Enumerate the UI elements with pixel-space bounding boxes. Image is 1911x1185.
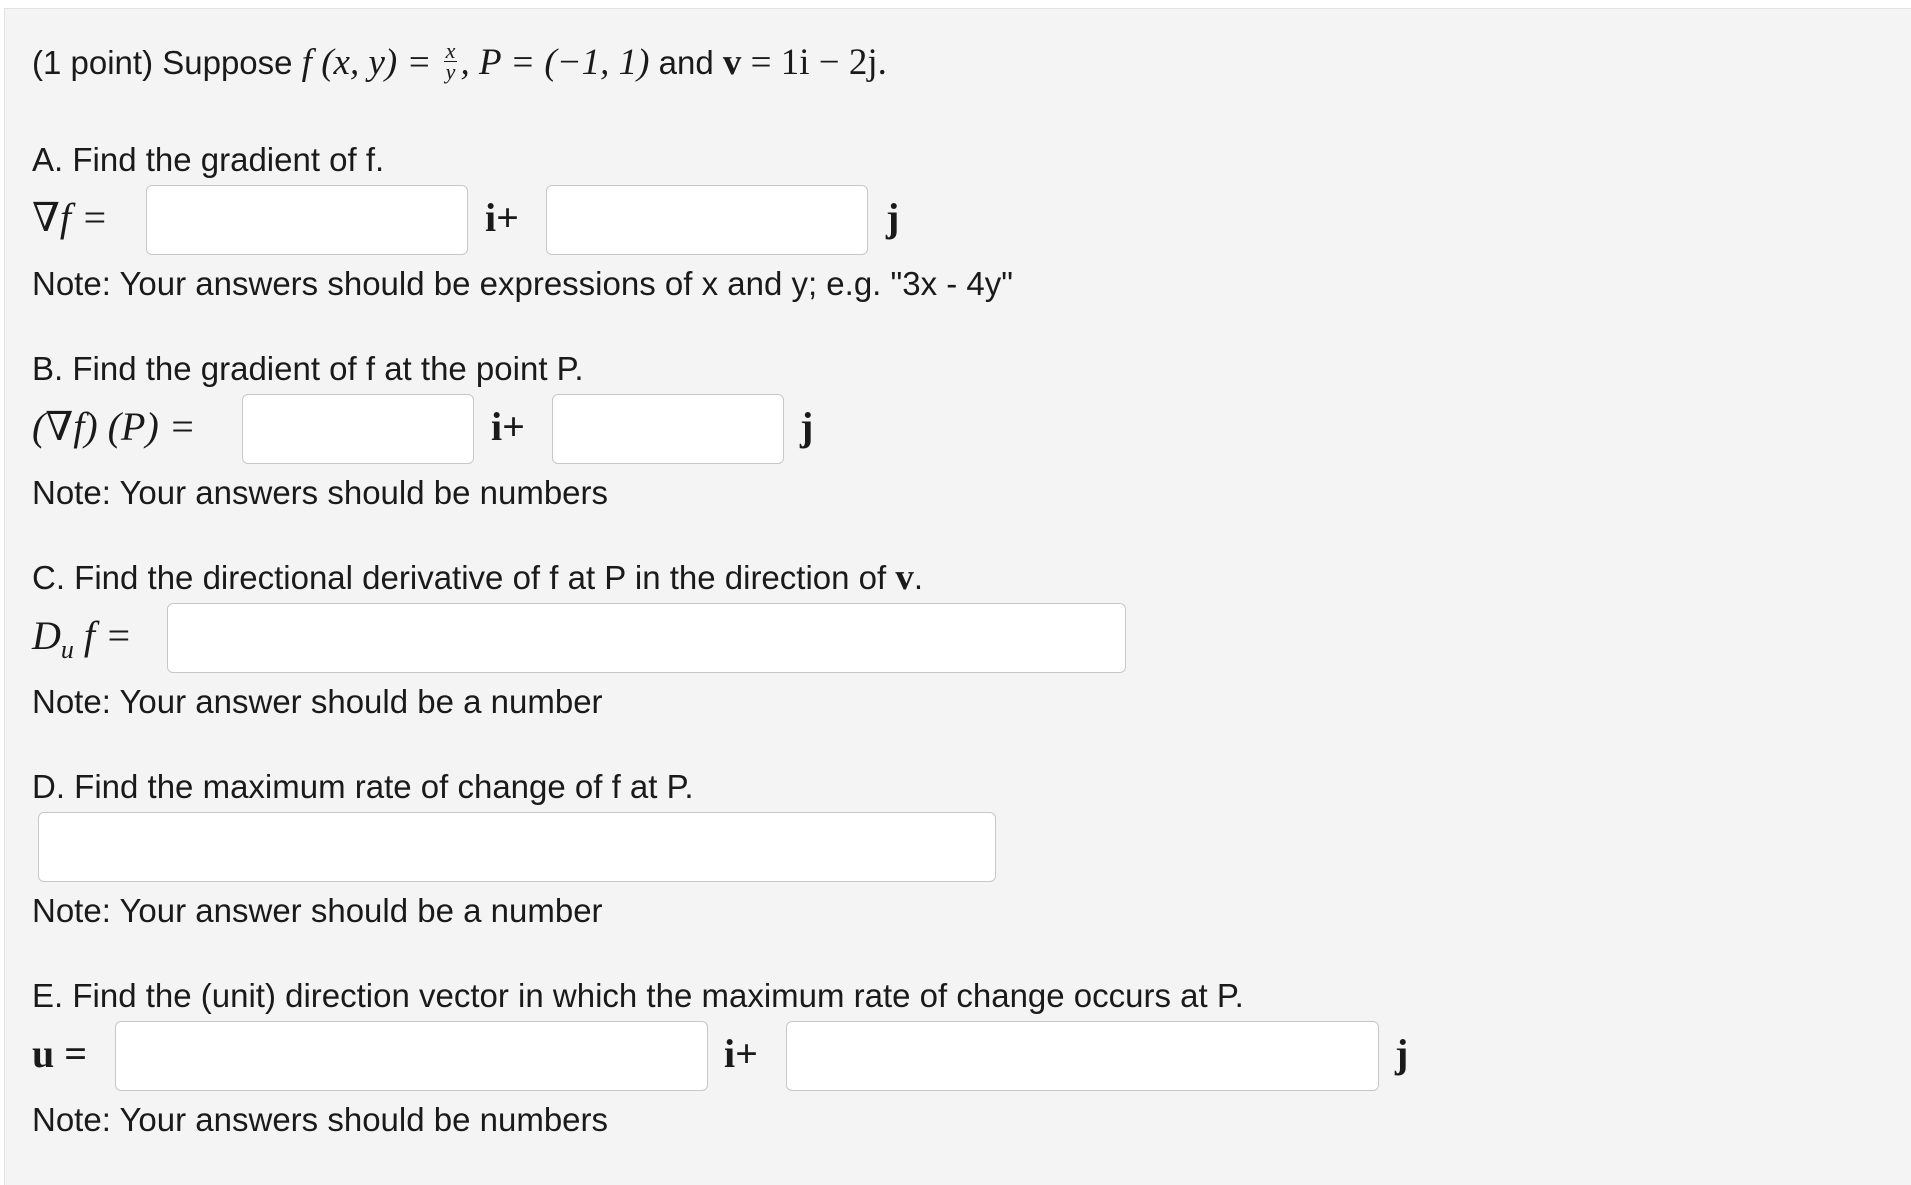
part-e-note: Note: Your answers should be numbers <box>32 1101 609 1138</box>
j-label: j <box>886 195 900 240</box>
part-e-title: E. Find the (unit) direction vector in which the maximum rate of change occurs at P. <box>32 977 1244 1014</box>
gradient-i-input[interactable] <box>146 185 468 255</box>
point-definition: , P = (−1, 1) <box>460 42 650 83</box>
part-b-title: B. Find the gradient of f at the point P. <box>32 350 584 387</box>
unit-vector-label: u = <box>32 1031 88 1076</box>
part-c-title: C. Find the directional derivative of f at P in the direction of v. <box>32 557 924 598</box>
directional-derivative-input[interactable] <box>167 603 1126 673</box>
directional-derivative-label: $D_u$ f = <box>32 613 132 664</box>
part-d-note: Note: Your answer should be a number <box>32 892 603 929</box>
i-plus-label: i+ <box>491 404 525 449</box>
gradient-at-p-i-input[interactable] <box>242 394 474 464</box>
unit-vector-i-input[interactable] <box>115 1021 708 1091</box>
gradient-at-p-label: (∇f) (P) = <box>32 404 196 449</box>
i-plus-label: i+ <box>485 195 519 240</box>
i-plus-label: i+ <box>724 1031 758 1076</box>
part-a-title: A. Find the gradient of f. <box>32 141 385 178</box>
gradient-at-p-j-input[interactable] <box>552 394 784 464</box>
gradient-j-input[interactable] <box>546 185 868 255</box>
function-definition: f (x, y) = <box>301 42 441 83</box>
j-label: j <box>1395 1031 1409 1076</box>
vector-definition: = 1i − 2j. <box>741 42 887 83</box>
max-rate-input[interactable] <box>38 812 996 882</box>
part-b-note: Note: Your answers should be numbers <box>32 474 609 511</box>
unit-vector-j-input[interactable] <box>786 1021 1379 1091</box>
part-a-note: Note: Your answers should be expressions of x and y; e.g. "3x - 4y" <box>32 265 1013 302</box>
fraction: $\frac{x}{y}$ <box>445 38 456 85</box>
problem-statement: (1 point) Suppose f (x, y) = $\frac{x}{y}$ , P = (−1, 1) and v = 1i − 2j. <box>32 38 887 85</box>
part-d-title: D. Find the maximum rate of change of f at P. <box>32 768 694 805</box>
j-label: j <box>800 404 814 449</box>
part-c-note: Note: Your answer should be a number <box>32 683 603 720</box>
vector-v-symbol: v <box>895 557 914 598</box>
vector-v-symbol: v <box>722 42 742 83</box>
gradient-label: ∇f = <box>32 195 109 240</box>
problem-panel <box>4 8 1911 1185</box>
